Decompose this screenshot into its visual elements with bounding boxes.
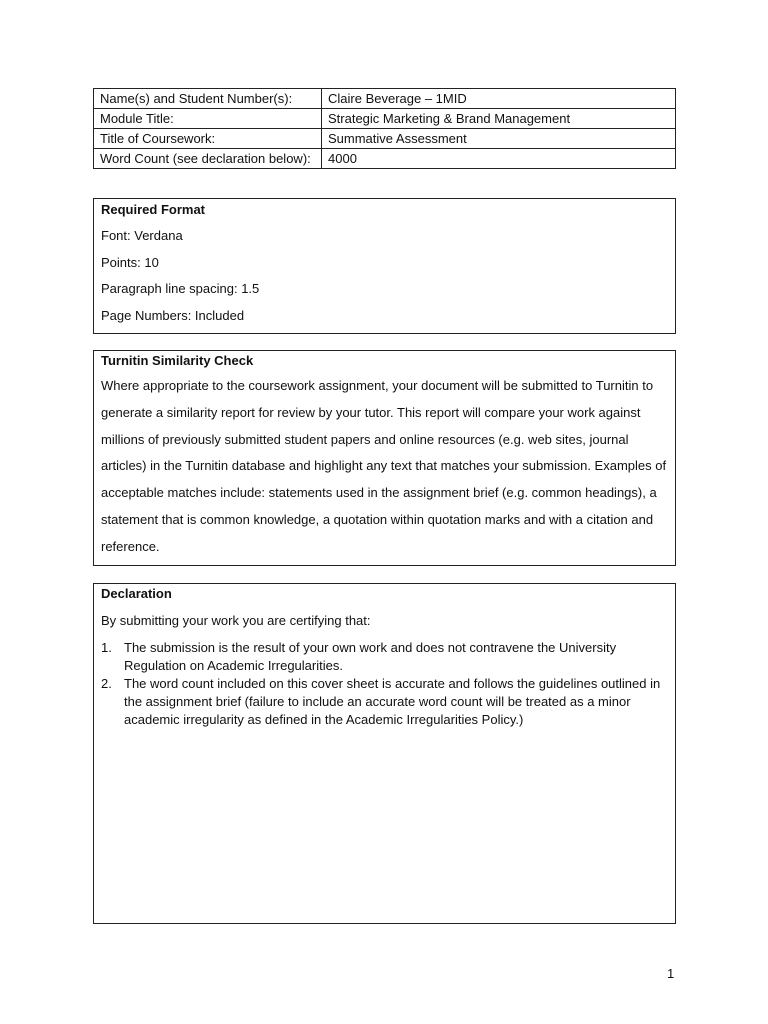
list-item (101, 639, 669, 675)
word-count-value: 4000 (322, 149, 676, 169)
table-row (94, 129, 676, 149)
list-item-number: 2. (101, 676, 112, 691)
table-row (94, 149, 676, 169)
declaration-heading: Declaration (101, 586, 172, 601)
list-item (101, 675, 669, 729)
format-points-line: Points: 10 (101, 255, 159, 270)
required-format-box (93, 198, 676, 334)
table-row (94, 109, 676, 129)
required-format-heading: Required Format (101, 202, 206, 217)
format-page-numbers-line: Page Numbers: Included (101, 308, 245, 323)
table-row (94, 89, 676, 109)
turnitin-paragraph: Where appropriate to the coursework assignment, your document will be submitted to Turnitin to generate a similarity report for review by your tutor. This report will compare your work against millions of previously submitted student papers and online resources (e.g. web sites, journal articles) in the Turnitin database and highlight any text that matches your submission. Examples of acceptable matches include: statements used in the assignment brief (e.g. common headings), a statement that is common knowledge, a quotation within quotation marks and with a citation and reference. (101, 378, 667, 554)
declaration-intro: By submitting your work you are certifying that: (101, 613, 371, 628)
format-font-line: Font: Verdana (101, 228, 183, 243)
coursework-title-label: Title of Coursework: (94, 129, 322, 149)
declaration-box (93, 583, 676, 924)
list-item-text: The word count included on this cover sheet is accurate and follows the guidelines outlined in the assignment brief (failure to include an accurate word count will be treated as a minor academic irregularity as defined in the Academic Irregularities Policy.) (124, 676, 661, 727)
module-title-value: Strategic Marketing & Brand Management (322, 109, 676, 129)
page-number: 1 (667, 966, 675, 981)
student-name-label: Name(s) and Student Number(s): (94, 89, 322, 109)
turnitin-box (93, 350, 676, 566)
student-name-value: Claire Beverage – 1MID (322, 89, 676, 109)
module-title-label: Module Title: (94, 109, 322, 129)
list-item-number: 1. (101, 640, 112, 655)
cover-info-table (93, 88, 676, 169)
coursework-title-value: Summative Assessment (322, 129, 676, 149)
declaration-list (101, 639, 669, 729)
word-count-label: Word Count (see declaration below): (94, 149, 322, 169)
list-item-text: The submission is the result of your own work and does not contravene the University Regulation on Academic Irregularities. (124, 640, 617, 673)
turnitin-heading: Turnitin Similarity Check (101, 353, 254, 368)
format-spacing-line: Paragraph line spacing: 1.5 (101, 281, 260, 296)
